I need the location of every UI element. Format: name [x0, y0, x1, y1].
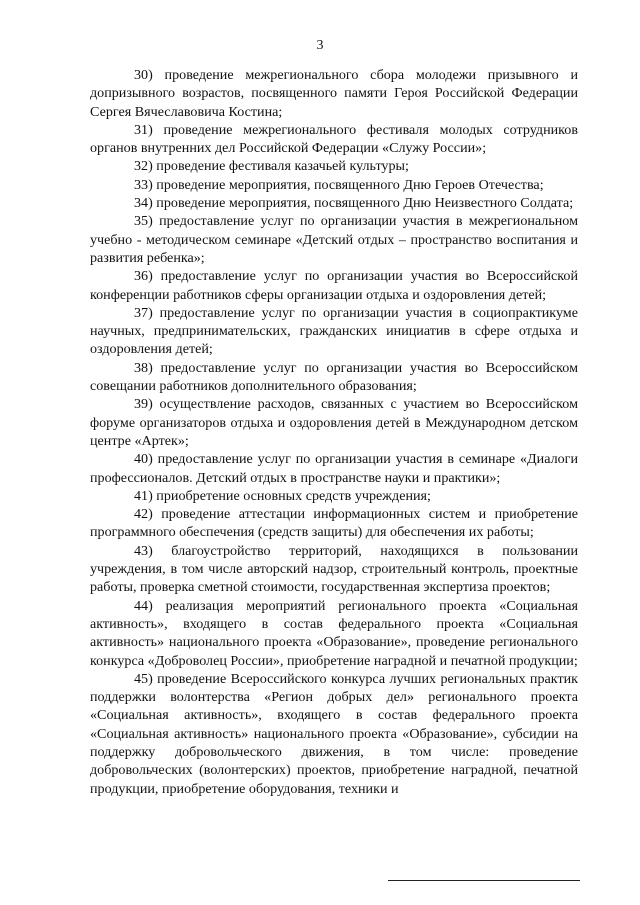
list-item-30: 30) проведение межрегионального сбора молодежи призывного и допризывного возрастов, посвященного памяти Героя Российской Федерации Сергея Вячеславовича Костина;: [90, 67, 578, 120]
list-item-36: 36) предоставление услуг по организации участия во Всероссийской конференции работников сферы организации отдыха и оздоровления детей;: [90, 268, 578, 303]
list-item-41: 41) приобретение основных средств учреждения;: [134, 487, 431, 504]
list-item-44: 44) реализация мероприятий регионального проекта «Социальная активность», входящего в состав федерального проекта «Социальная активность» национального проекта «Образование», проведение регионального конкурса «Доброволец России», приобретение наградной и печатной продукции;: [90, 597, 578, 669]
list-item-32: 32) проведение фестиваля казачьей культуры;: [134, 158, 409, 175]
list-item-33: 33) проведение мероприятия, посвященного Дню Героев Отечества;: [134, 176, 544, 193]
list-item-34: 34) проведение мероприятия, посвященного Дню Неизвестного Солдата;: [134, 195, 574, 212]
document-body: [90, 66, 578, 798]
list-item-39: 39) осуществление расходов, связанных с участием во Всероссийском форуме организаторов отдыха и оздоровления детей в Международном детском центре «Артек»;: [90, 396, 578, 449]
list-item-45: 45) проведение Всероссийского конкурса лучших региональных практик поддержки волонтерства «Регион добрых дел» регионального проекта «Социальная активность», входящего в состав федерального проекта «Социальная активность» национального проекта «Образование», субсидии на поддержку добровольческого движения, в том числе: проведение добровольческих (волонтерских) проектов, приобретение наградной, печатной продукции, приобретение оборудования, техники и: [90, 670, 578, 797]
footer-rule: [388, 880, 580, 881]
list-item-31: 31) проведение межрегионального фестиваля молодых сотрудников органов внутренних дел Российской Федерации «Служу России»;: [90, 121, 578, 157]
list-item-43: 43) благоустройство территорий, находящихся в пользовании учреждения, в том числе авторский надзор, строительный контроль, проектные работы, проверка сметной стоимости, государственная экспертиза проектов;: [90, 542, 578, 596]
list-item-40: 40) предоставление услуг по организации участия в семинаре «Диалоги профессионалов. Детский отдых в пространстве науки и практики»;: [90, 451, 578, 486]
list-item-35: 35) предоставление услуг по организации участия в межрегиональном учебно - методическом семинаре «Детский отдых – пространство воспитания и развития ребенка»;: [90, 213, 578, 266]
page-number: 3: [316, 38, 324, 53]
list-item-42: 42) проведение аттестации информационных систем и приобретение программного обеспечения (средств защиты) для обеспечения их работы;: [90, 506, 578, 541]
list-item-37: 37) предоставление услуг по организации участия в социопрактикуме научных, предпринимательских, гражданских инициатив в сфере отдыха и оздоровления детей;: [90, 304, 578, 358]
list-item-38: 38) предоставление услуг по организации участия во Всероссийском совещании работников дополнительного образования;: [90, 359, 578, 395]
